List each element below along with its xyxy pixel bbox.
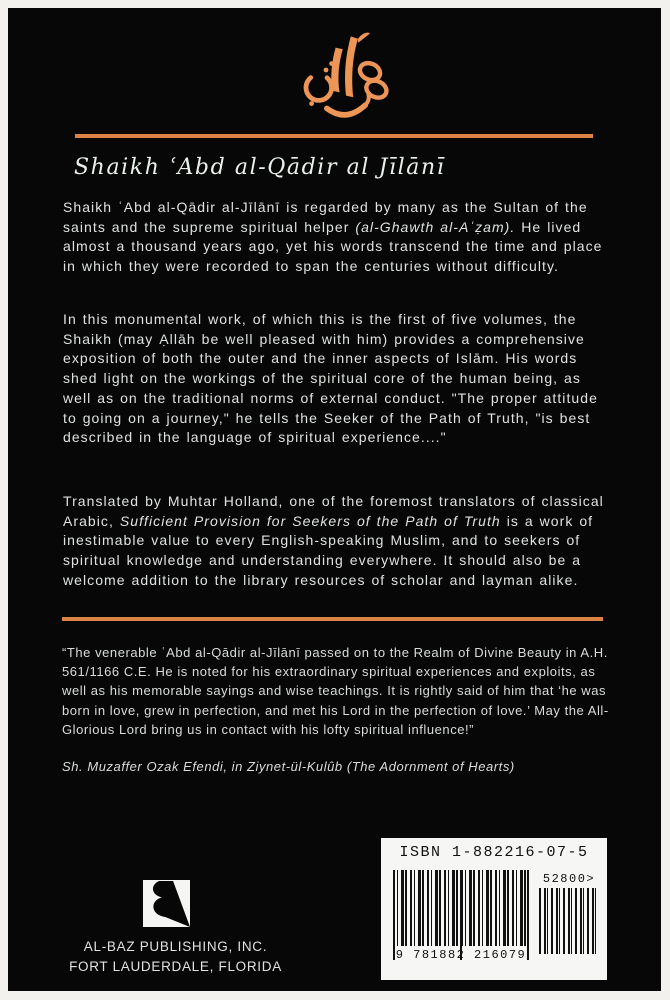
barcode-guard-center	[460, 870, 462, 960]
barcode-panel	[381, 838, 607, 980]
divider-rule-mid	[62, 617, 603, 621]
p1-italic: (al-Ghawth al-Aʿẓam).	[355, 218, 516, 235]
publisher-location: FORT LAUDERDALE, FLORIDA	[69, 959, 282, 974]
publisher-block	[48, 937, 303, 977]
p3-post: is a work of inestimable value to every English-speaking Muslim, and to seekers of spiritual knowledge and understanding everywhere. It should also be a welcome addition to the library resources of scholar and layman alike.	[63, 512, 594, 588]
endorsement-quote: “The venerable ʿAbd al-Qādir al-Jīlānī passed on to the Realm of Divine Beauty in A.H. 561/1166 C.E. He is noted for his extraordinary spiritual experiences and exploits, as well as his memorable sayings and wise teachings. It is rightly said of him that ‘he was born in love, grew in perfection, and met his Lord in the perfection of love.’ May the All-Glorious Lord bring us in contact with his lofty spiritual influence!”	[62, 645, 609, 737]
divider-rule-top	[75, 134, 593, 138]
endorsement-attribution: Sh. Muzaffer Ozak Efendi, in Ziynet-ül-Kulûb (The Adornment of Hearts)	[62, 759, 515, 774]
p3-pre: Translated by Muhtar Holland, one of the foremost translators of classical Arabic,	[63, 493, 604, 529]
p3-italic: Sufficient Provision for Seekers of the Path of Truth	[119, 512, 501, 529]
barcode-guard-right	[527, 870, 529, 960]
calligraphy-ornament-icon	[290, 30, 394, 134]
work-description-paragraph: In this monumental work, of which this is the first of five volumes, the Shaikh (may Ạllāh be well pleased with him) provides a comprehensive exposition of both the outer and the inner aspects of Islām. His words shed light on the workings of the spiritual core of the human being, as well as on the traditional norms of external conduct. "The proper attitude to going on a journey," he tells the Seeker of the Path of Truth, "is best described in the language of spiritual experience...."	[63, 311, 598, 446]
al-baz-falcon-logo-icon	[143, 880, 190, 927]
price-supplement-label: 52800>	[542, 872, 596, 886]
p1-post: He lived almost a thousand years ago, yet his words transcend the time and place in which they were recorded to span the centuries without difficulty.	[63, 218, 603, 275]
back-cover	[8, 8, 661, 991]
page-title: Shaikh ʿAbd al-Qādir al Jīlānī	[74, 155, 446, 180]
ean-digits: 9 781882 216079	[395, 948, 527, 962]
p1-pre: Shaikh ʿAbd al-Qādir al-Jīlānī is regarded by many as the Sultan of the saints and the supreme spiritual helper	[63, 199, 588, 235]
intro-paragraph	[63, 198, 615, 277]
isbn-label: ISBN 1-882216-07-5	[399, 844, 589, 861]
translator-paragraph	[63, 492, 615, 591]
barcode-guard-left	[393, 870, 395, 960]
publisher-name: AL-BAZ PUBLISHING, INC.	[83, 939, 268, 954]
supplement-barcode	[539, 888, 597, 954]
